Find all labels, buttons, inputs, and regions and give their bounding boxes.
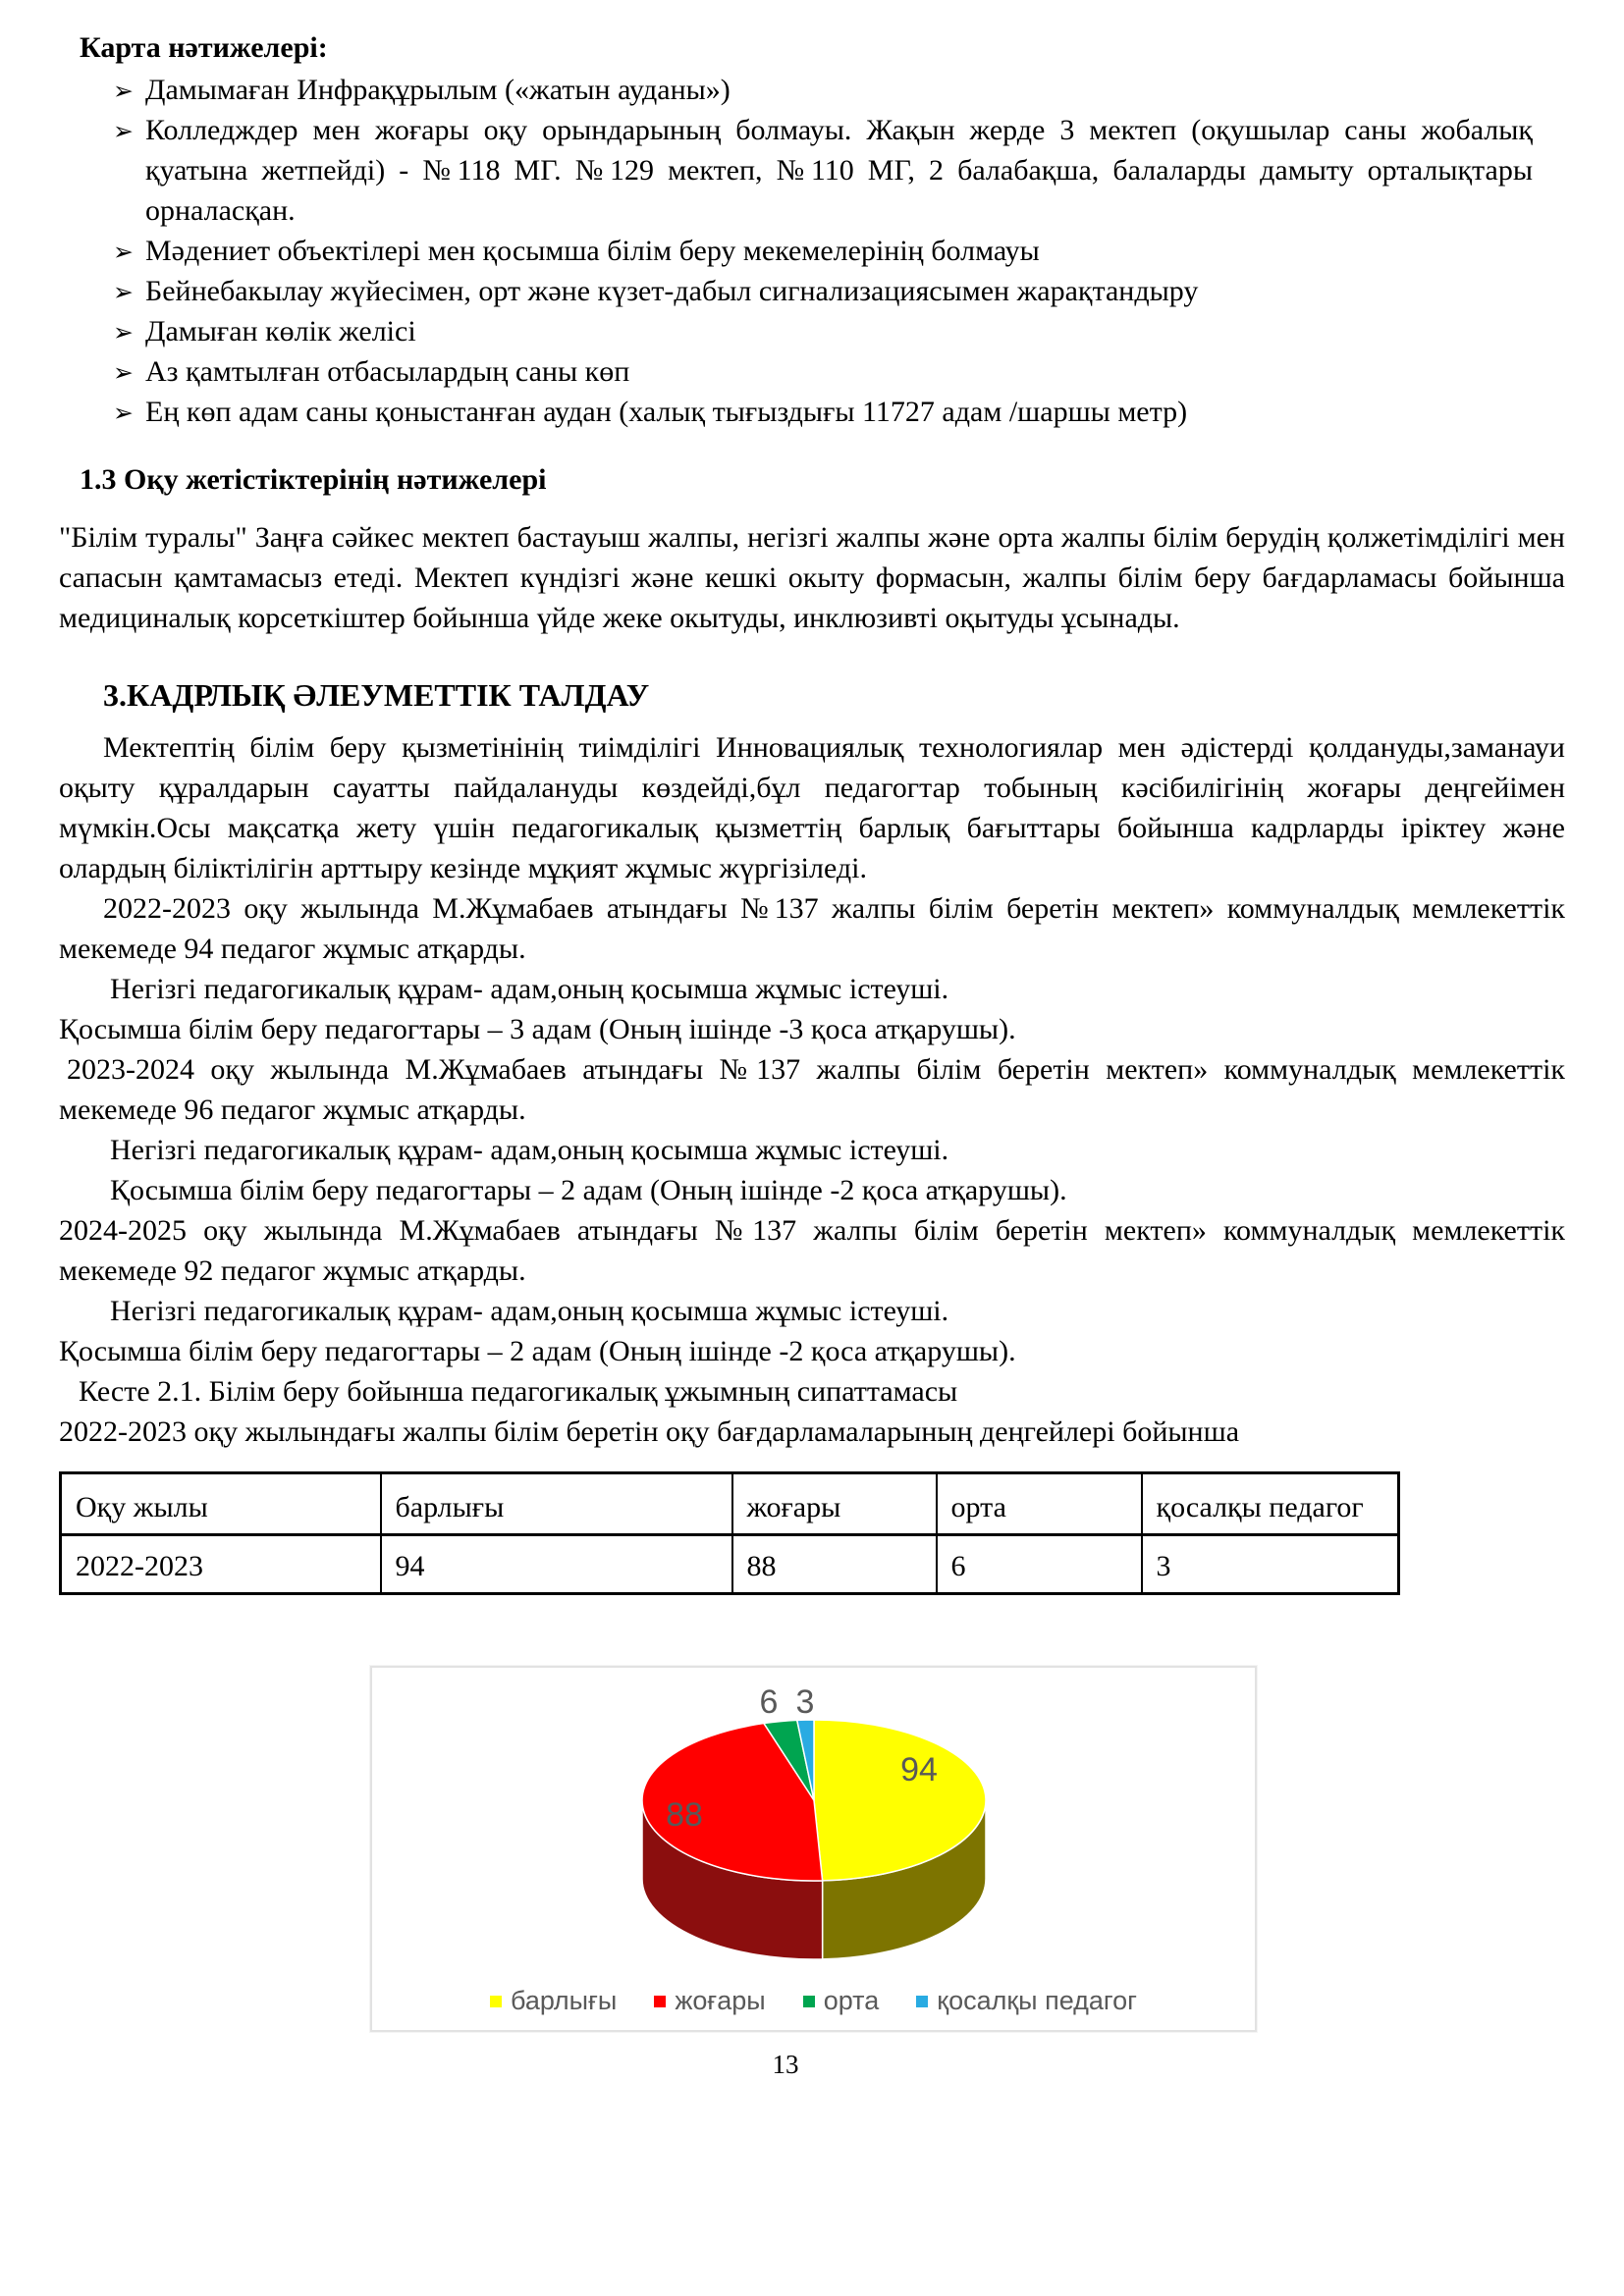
legend-label: қосалқы педагог	[937, 1986, 1138, 2015]
paragraph: Қосымша білім беру педагогтары – 2 адам (Оның ішінде -2 қоса атқарушы).	[59, 1335, 1016, 1367]
section-3-body	[59, 727, 1565, 1452]
table-caption: 2022-2023 оқу жылындағы жалпы білім беретін оқу бағдарламаларының деңгейлері бойынша	[59, 1415, 1240, 1448]
chart-legend	[372, 1988, 1255, 2014]
legend-swatch-icon	[803, 1996, 815, 2007]
legend-item	[916, 1988, 1137, 2014]
pie-data-label: 94	[900, 1751, 938, 1789]
paragraph: Негізгі педагогикалық құрам- адам,оның қосымша жұмыс істеуші.	[110, 1295, 949, 1327]
pie-svg	[372, 1668, 1255, 2030]
paragraph: 2023-2024 оқу жылында М.Жұмабаев атындағы №137 жалпы білім беретін мектеп» коммуналдық мемлекеттік мекемеде 96 педагог жұмыс атқарды.	[59, 1053, 1565, 1126]
table-caption: Кесте 2.1. Білім беру бойынша педагогикалық ұжымның сипаттамасы	[79, 1375, 958, 1408]
heading-map-results: Карта нәтижелері:	[80, 31, 328, 64]
bullet-list	[59, 70, 1533, 432]
legend-swatch-icon	[654, 1996, 666, 2007]
heading-section-1-3: 1.3 Оқу жетістіктерінің нәтижелері	[80, 463, 547, 496]
paragraph: Негізгі педагогикалық құрам- адам,оның қосымша жұмыс істеуші.	[110, 973, 949, 1005]
legend-label: жоғары	[675, 1986, 766, 2015]
legend-swatch-icon	[490, 1996, 502, 2007]
table-cell: 94	[381, 1535, 732, 1594]
legend-label: орта	[823, 1986, 880, 2015]
table-cell: 88	[732, 1535, 937, 1594]
table-header-row	[61, 1473, 1399, 1535]
table-header-cell: барлығы	[381, 1473, 732, 1535]
list-item: ➢ Бейнебакылау жүйесімен, орт және күзет-дабыл сигнализациясымен жарақтандыру	[113, 271, 1533, 311]
list-item: ➢ Аз қамтылған отбасылардың саны көп	[113, 351, 1533, 392]
paragraph: Негізгі педагогикалық құрам- адам,оның қосымша жұмыс істеуші.	[110, 1134, 949, 1166]
legend-item	[654, 1988, 765, 2014]
heading-section-3: 3.КАДРЛЫҚ ӘЛЕУМЕТТІК ТАЛДАУ	[103, 677, 650, 713]
paragraph: Қосымша білім беру педагогтары – 2 адам (Оның ішінде -2 қоса атқарушы).	[110, 1174, 1067, 1206]
paragraph: 2022-2023 оқу жылында М.Жұмабаев атындағы №137 жалпы білім беретін мектеп» коммуналдық мемлекеттік мекемеде 94 педагог жұмыс атқарды.	[59, 892, 1565, 965]
table-header-cell: жоғары	[732, 1473, 937, 1535]
page-number: 13	[772, 2050, 799, 2079]
table-cell: 6	[937, 1535, 1142, 1594]
list-item: ➢ Дамыған көлік желісі	[113, 311, 1533, 351]
pie-data-label: 88	[666, 1796, 703, 1834]
legend-label: барлығы	[510, 1986, 618, 2015]
legend-item	[490, 1988, 617, 2014]
legend-swatch-icon	[916, 1996, 928, 2007]
pie-data-label: 3	[795, 1683, 815, 1721]
list-item: ➢ Ең көп адам саны қоныстанған аудан (халық тығыздығы 11727 адам /шаршы метр)	[113, 392, 1533, 432]
table-cell: 3	[1142, 1535, 1399, 1594]
table-header-cell: Оқу жылы	[61, 1473, 381, 1535]
paragraph: Қосымша білім беру педагогтары – 3 адам (Оның ішінде -3 қоса атқарушы).	[59, 1013, 1016, 1045]
table-cell: 2022-2023	[61, 1535, 381, 1594]
paragraph-1-3: "Білім туралы" Заңға сәйкес мектеп бастауыш жалпы, негізгі жалпы және орта жалпы білім берудің қолжетімділігі мен сапасын қамтамасыз етеді. Мектеп күндізгі және кешкі окыту формасын, жалпы білім беру бағдарламасы бойынша медициналық корсеткіштер бойынша үйде жеке окытуды, инклюзивті оқытуды ұсынады.	[59, 521, 1565, 634]
table-row	[61, 1535, 1399, 1594]
pie-chart	[370, 1666, 1257, 2032]
pedagogue-table	[59, 1471, 1400, 1595]
list-item: ➢ Колледждер мен жоғары оқу орындарының болмауы. Жақын жерде 3 мектеп (оқушылар саны жобалық қуатына жетпейді) - №118 МГ. №129 мектеп, №110 МГ, 2 балабақша, балаларды дамыту орталықтары орналасқан.	[113, 110, 1533, 231]
paragraph: 2024-2025 оқу жылында М.Жұмабаев атындағы №137 жалпы білім беретін мектеп» коммуналдық мемлекеттік мекемеде 92 педагог жұмыс атқарды.	[59, 1214, 1565, 1287]
list-item: ➢ Мәдениет объектілері мен қосымша білім беру мекемелерінің болмауы	[113, 231, 1533, 271]
list-item: ➢ Дамымаған Инфрақұрылым («жатын ауданы»)	[113, 70, 1533, 110]
table-header-cell: орта	[937, 1473, 1142, 1535]
legend-item	[803, 1988, 880, 2014]
paragraph: Мектептің білім беру қызметінінің тиімділігі Инновациялық технологиялар мен әдістерді қолдануды,заманауи оқыту құралдарын сауатты пайдалануды көздейді,бұл педагогтар тобының кәсібилігінің жоғары деңгейімен мүмкін.Осы мақсатқа жету үшін педагогикалық қызметтің барлық бағыттары бойынша кадрларды іріктеу және олардың біліктілігін арттыру кезінде мұқият жұмыс жүргізіледі.	[59, 731, 1565, 884]
pie-data-label: 6	[759, 1683, 779, 1721]
table-header-cell: қосалқы педагог	[1142, 1473, 1399, 1535]
